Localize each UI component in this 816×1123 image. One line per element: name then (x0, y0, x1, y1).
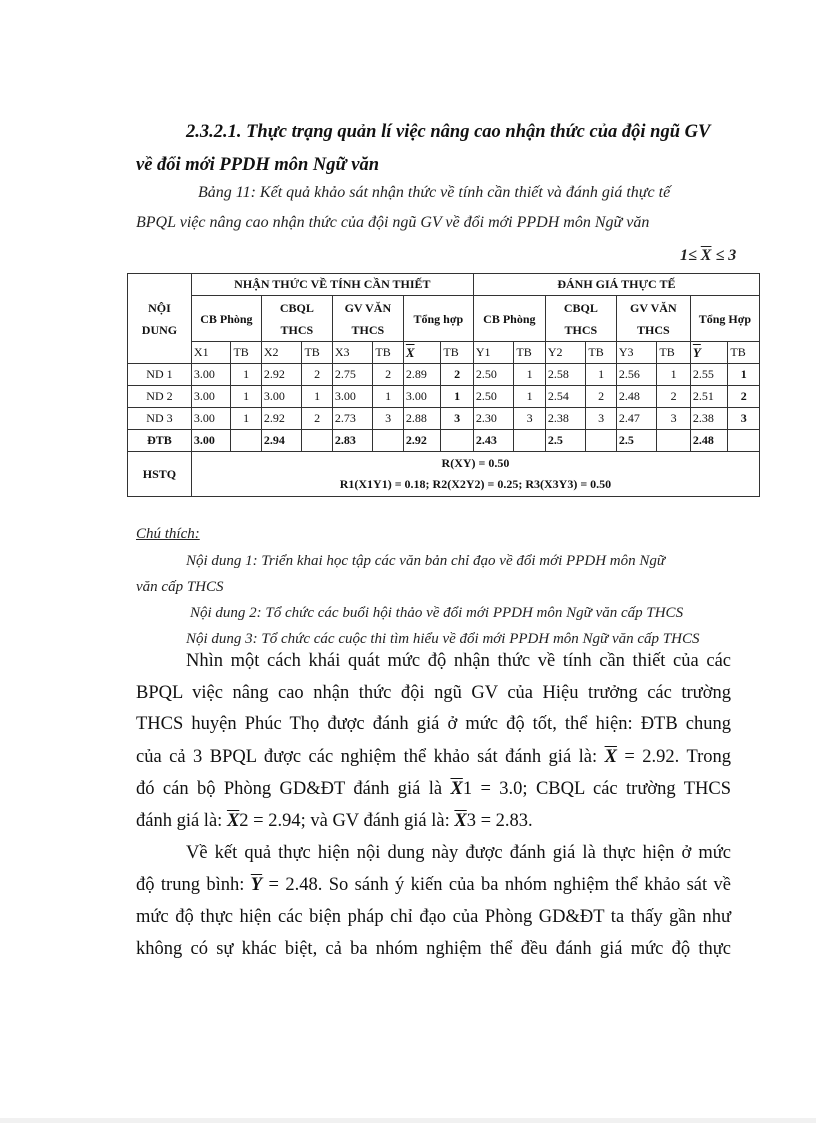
p2-l2-text: độ trung bình: (136, 875, 245, 895)
subheader-cb-phong-2: CB Phòng (473, 296, 545, 342)
dtb-cell: 2.43 (473, 430, 514, 452)
p1-l5-text: đó cán bộ Phòng GD&ĐT đánh giá là (136, 779, 443, 799)
col-y3: Y3 (616, 342, 657, 364)
rank-cell: 1 (728, 364, 760, 386)
paragraph2-line3: mức độ thực hiện các biện pháp chỉ đạo của Phòng GD&ĐT ta thấy gần như (136, 907, 731, 927)
paragraph1-line1: Nhìn một cách khái quát mức độ nhận thức về tính cần thiết của các (186, 651, 731, 671)
score-cell: 2.73 (332, 408, 373, 430)
col-x3: X3 (332, 342, 373, 364)
rank-cell: 1 (302, 386, 332, 408)
score-cell: 3.00 (191, 364, 231, 386)
hstq-line1: R(XY) = 0.50 (441, 456, 510, 470)
paragraph1-line4 (136, 747, 731, 768)
x-bar-inline: $\overline{X}$ (226, 811, 240, 831)
score-cell: 2.30 (473, 408, 514, 430)
dtb-cell (514, 430, 545, 452)
dtb-cell (586, 430, 616, 452)
note-content-3: Nội dung 3: Tổ chức các cuộc thi tìm hiểu về đổi mới PPDH môn Ngữ văn cấp THCS (186, 631, 700, 647)
score-cell: 2.50 (473, 386, 514, 408)
p1-l6-value2: 3 = 2.83. (466, 811, 533, 831)
rank-cell: 3 (657, 408, 690, 430)
rank-cell: 3 (441, 408, 473, 430)
col-tb: TB (441, 342, 473, 364)
header-danh-gia: ĐÁNH GIÁ THỰC TẾ (473, 274, 759, 296)
rank-cell: 2 (441, 364, 473, 386)
rank-cell: 1 (373, 386, 403, 408)
col-x1: X1 (191, 342, 231, 364)
dtb-cell: 2.83 (332, 430, 373, 452)
score-cell: 2.58 (545, 364, 586, 386)
rank-cell: 2 (302, 408, 332, 430)
p2-l2-value: = 2.48. So sánh ý kiến của ba nhóm nghiệm thể khảo sát về (268, 875, 732, 895)
table-caption-line1: Bảng 11: Kết quả khảo sát nhận thức về tính cần thiết và đánh giá thực tế (198, 184, 671, 201)
note-content-1b: văn cấp THCS (136, 579, 224, 595)
note-content-2: Nội dung 2: Tổ chức các buổi hội thảo về đổi mới PPDH môn Ngữ văn cấp THCS (190, 605, 684, 621)
p1-l6-text: đánh giá là: (136, 811, 223, 831)
row-label: ND 1 (128, 364, 192, 386)
p1-l6-value1: 2 = 2.94; và GV đánh giá là: (239, 811, 450, 831)
score-cell: 3.00 (332, 386, 373, 408)
rank-cell: 1 (231, 364, 261, 386)
dtb-cell: 2.92 (403, 430, 441, 452)
survey-results-table (127, 273, 760, 497)
paragraph1-line2: BPQL việc nâng cao nhận thức đội ngũ GV của Hiệu trưởng các trường (136, 683, 731, 703)
rank-cell: 2 (586, 386, 616, 408)
table-body (128, 364, 760, 430)
col-tb: TB (728, 342, 760, 364)
y-bar-inline: $\overline{Y}$ (250, 875, 263, 895)
score-cell: 2.88 (403, 408, 441, 430)
paragraph1-line5 (136, 779, 731, 800)
range-note (680, 247, 736, 265)
p1-l4-value: = 2.92. Trong (624, 747, 731, 767)
rank-cell: 1 (231, 386, 261, 408)
subheader-tong-hop-2: Tổng Hợp (690, 296, 759, 342)
dtb-cell: 2.48 (690, 430, 728, 452)
p1-l4-text: của cả 3 BPQL được các nghiệm thể khảo sát đánh giá là: (136, 747, 598, 767)
subheader-tong-hop: Tổng hợp (403, 296, 473, 342)
y-bar-symbol: $\overline{Y}$ (692, 344, 701, 360)
table-row (128, 408, 760, 430)
rank-cell: 3 (373, 408, 403, 430)
dtb-cell: 2.5 (616, 430, 657, 452)
score-cell: 2.56 (616, 364, 657, 386)
score-cell: 2.55 (690, 364, 728, 386)
hstq-values (191, 452, 759, 497)
rank-cell: 1 (231, 408, 261, 430)
rank-cell: 1 (657, 364, 690, 386)
p1-l5-value: 1 = 3.0; CBQL các trường THCS (462, 779, 731, 799)
paragraph2-line1: Về kết quả thực hiện nội dung này được đánh giá là thực hiện ở mức (186, 843, 731, 863)
subheader-cbql-thcs: CBQL THCS (261, 296, 332, 342)
score-cell: 2.92 (261, 364, 302, 386)
score-cell: 3.00 (261, 386, 302, 408)
dtb-cell (302, 430, 332, 452)
rank-cell: 2 (373, 364, 403, 386)
subheader-gv-van-thcs-2: GV VĂN THCS (616, 296, 690, 342)
table-row (128, 364, 760, 386)
dtb-cell: 2.94 (261, 430, 302, 452)
header-nhan-thuc: NHẬN THỨC VỀ TÍNH CẦN THIẾT (191, 274, 473, 296)
rank-cell: 3 (586, 408, 616, 430)
table-caption-line2: BPQL việc nâng cao nhận thức của đội ngũ GV về đổi mới PPDH môn Ngữ văn (136, 214, 650, 231)
subheader-cb-phong: CB Phòng (191, 296, 261, 342)
rank-cell: 2 (728, 386, 760, 408)
col-tb: TB (586, 342, 616, 364)
col-tb: TB (514, 342, 545, 364)
score-cell: 2.38 (545, 408, 586, 430)
x-bar-symbol: $\overline{X}$ (405, 344, 415, 360)
rank-cell: 3 (728, 408, 760, 430)
dtb-cell (441, 430, 473, 452)
page-bottom-edge (0, 1118, 816, 1123)
note-content-1a: Nội dung 1: Triển khai học tập các văn bản chỉ đạo về đổi mới PPDH môn Ngữ (186, 553, 666, 569)
subheader-cbql-thcs-2: CBQL THCS (545, 296, 616, 342)
x-bar-inline: $\overline{X}$ (604, 747, 617, 767)
hstq-line2: R1(X1Y1) = 0.18; R2(X2Y2) = 0.25; R3(X3Y3) = 0.50 (339, 477, 612, 491)
col-y2: Y2 (545, 342, 586, 364)
score-cell: 3.00 (191, 386, 231, 408)
range-left: 1≤ (680, 247, 697, 264)
col-tb: TB (373, 342, 403, 364)
score-cell: 2.47 (616, 408, 657, 430)
x-bar-inline: $\overline{X}$ (454, 811, 467, 831)
rank-cell: 2 (302, 364, 332, 386)
score-cell: 2.48 (616, 386, 657, 408)
dtb-label: ĐTB (128, 430, 192, 452)
row-label: ND 2 (128, 386, 192, 408)
score-cell: 2.54 (545, 386, 586, 408)
paragraph1-line6 (136, 811, 533, 832)
paragraph1-line3: THCS huyện Phúc Thọ được đánh giá ở mức độ tốt, thể hiện: ĐTB chung (136, 714, 731, 734)
row-label: ND 3 (128, 408, 192, 430)
header-noi-dung: NỘI DUNG (128, 274, 192, 364)
col-x-bar (403, 342, 441, 364)
rank-cell: 1 (514, 386, 545, 408)
score-cell: 2.50 (473, 364, 514, 386)
score-cell: 3.00 (403, 386, 441, 408)
paragraph2-line4: không có sự khác biệt, cả ba nhóm nghiệm thể đều đánh giá mức độ thực (136, 939, 731, 959)
score-cell: 2.75 (332, 364, 373, 386)
subheader-gv-van-thcs: GV VĂN THCS (332, 296, 403, 342)
rank-cell: 1 (441, 386, 473, 408)
dtb-cell: 3.00 (191, 430, 231, 452)
dtb-cell (657, 430, 690, 452)
range-symbol: $\overline{X}$ (700, 247, 712, 264)
score-cell: 2.38 (690, 408, 728, 430)
rank-cell: 1 (514, 364, 545, 386)
score-cell: 2.89 (403, 364, 441, 386)
rank-cell: 2 (657, 386, 690, 408)
col-y-bar (690, 342, 728, 364)
hstq-label: HSTQ (128, 452, 192, 497)
range-right: ≤ 3 (715, 247, 737, 264)
dtb-cell: 2.5 (545, 430, 586, 452)
col-tb: TB (231, 342, 261, 364)
x-bar-inline: $\overline{X}$ (450, 779, 463, 799)
table-row (128, 386, 760, 408)
score-cell: 2.51 (690, 386, 728, 408)
col-y1: Y1 (473, 342, 514, 364)
score-cell: 3.00 (191, 408, 231, 430)
dtb-cell (373, 430, 403, 452)
rank-cell: 3 (514, 408, 545, 430)
notes-title: Chú thích: (136, 526, 200, 542)
col-tb: TB (657, 342, 690, 364)
col-tb: TB (302, 342, 332, 364)
section-heading-line1: 2.3.2.1. Thực trạng quản lí việc nâng cao nhận thức của đội ngũ GV (186, 122, 711, 142)
rank-cell: 1 (586, 364, 616, 386)
section-heading-line2: về đổi mới PPDH môn Ngữ văn (136, 155, 379, 175)
col-x2: X2 (261, 342, 302, 364)
score-cell: 2.92 (261, 408, 302, 430)
paragraph2-line2 (136, 875, 731, 896)
dtb-cell (231, 430, 261, 452)
dtb-cell (728, 430, 760, 452)
